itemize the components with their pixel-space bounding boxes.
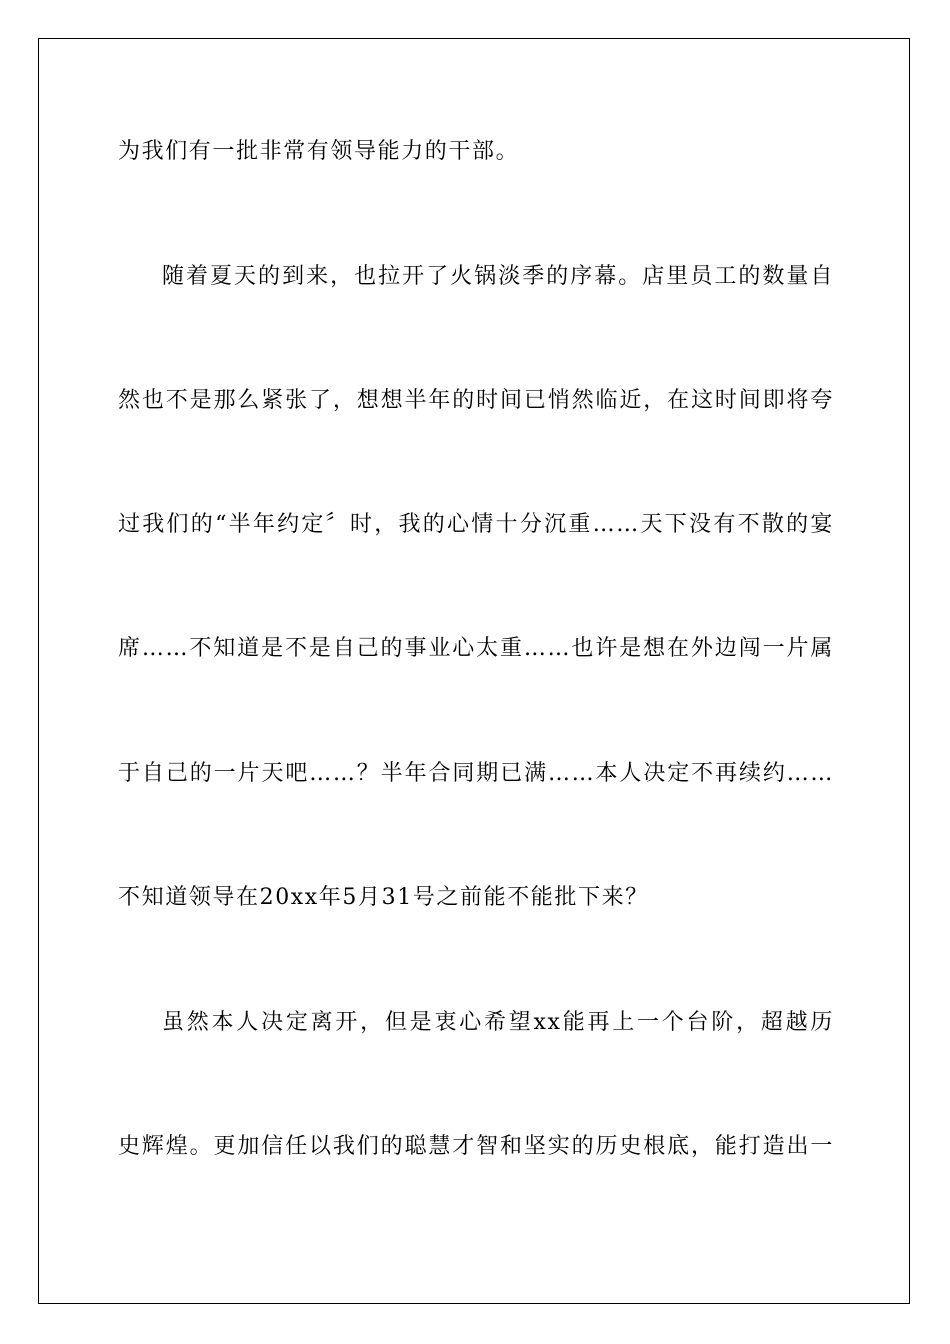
- page-border: [38, 38, 910, 1304]
- text-line-8: 虽然本人决定离开，但是衷心希望xx能再上一个台阶，超越历: [162, 1010, 834, 1035]
- text-line-7: 不知道领导在20xx年5月31号之前能不能批下来？: [118, 885, 649, 910]
- text-line-6: 于自己的一片天吧……？半年合同期已满……本人决定不再续约……: [118, 761, 834, 786]
- text-line-5: 席……不知道是不是自己的事业心太重……也许是想在外边闯一片属: [118, 636, 834, 661]
- text-line-4: 过我们的“半年约定〞时，我的心情十分沉重……天下没有不散的宴: [118, 512, 834, 537]
- text-line-1: 为我们有一批非常有领导能力的干部。: [118, 139, 520, 164]
- text-line-3: 然也不是那么紧张了，想想半年的时间已悄然临近，在这时间即将夸: [118, 388, 834, 413]
- text-line-2: 随着夏天的到来，也拉开了火锅淡季的序幕。店里员工的数量自: [162, 264, 834, 289]
- text-line-9: 史辉煌。更加信任以我们的聪慧才智和坚实的历史根底，能打造出一: [118, 1134, 834, 1159]
